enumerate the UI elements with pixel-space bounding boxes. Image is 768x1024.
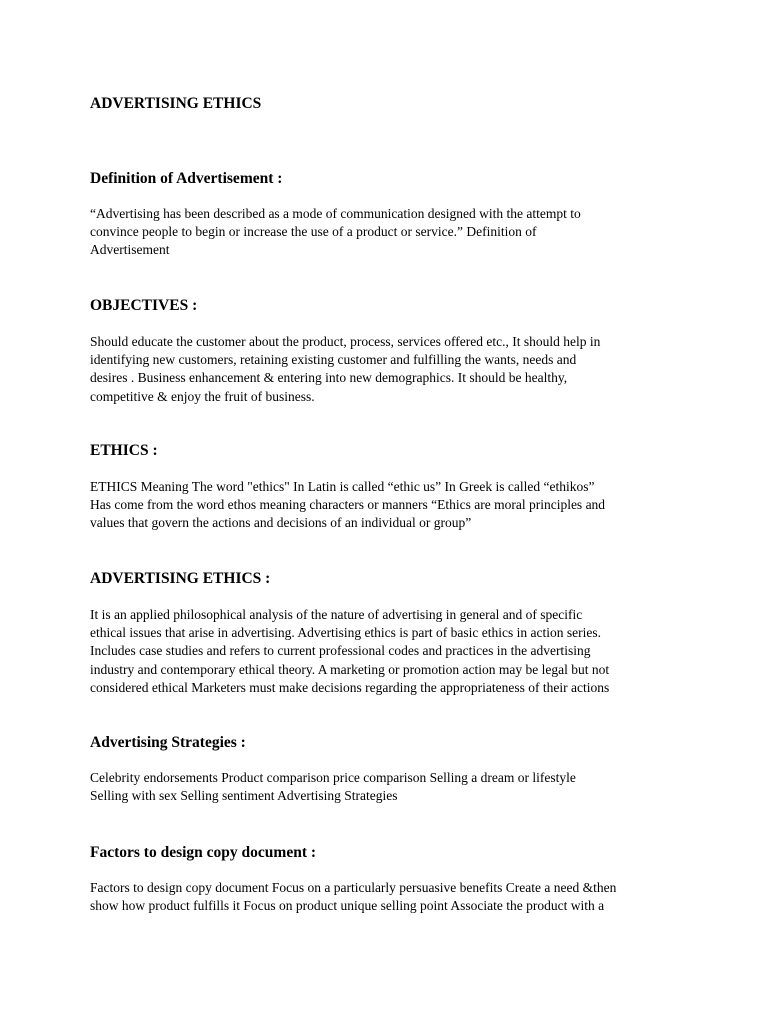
paragraph-line: Has come from the word ethos meaning characters or manners “Ethics are moral principles and [90, 497, 606, 513]
section-paragraph-strategies [90, 769, 690, 805]
section-heading-objectives: OBJECTIVES : [90, 297, 198, 314]
paragraph-line: ethical issues that arise in advertising. Advertising ethics is part of basic ethics in action series. [90, 625, 601, 641]
paragraph-line: Selling with sex Selling sentiment Advertising Strategies [90, 788, 398, 804]
section-paragraph-ethics [90, 478, 690, 533]
paragraph-line: values that govern the actions and decisions of an individual or group” [90, 515, 472, 531]
section-paragraph-definition [90, 205, 690, 260]
section-heading-strategies: Advertising Strategies : [90, 734, 246, 751]
section-heading-advertising-ethics: ADVERTISING ETHICS : [90, 570, 271, 587]
paragraph-line: Factors to design copy document Focus on a particularly persuasive benefits Create a need &then [90, 880, 617, 895]
section-paragraph-objectives [90, 333, 690, 406]
paragraph-line: desires . Business enhancement & entering into new demographics. It should be healthy, [90, 370, 568, 386]
paragraph-line: show how product fulfills it Focus on product unique selling point Associate the product with a [90, 898, 605, 914]
paragraph-line: convince people to begin or increase the use of a product or service.” Definition of [90, 224, 537, 240]
section-paragraph-advertising-ethics [90, 606, 690, 697]
paragraph-line: Includes case studies and refers to current professional codes and practices in the advertising [90, 643, 591, 659]
section-heading-definition: Definition of Advertisement : [90, 170, 283, 187]
paragraph-line: “Advertising has been described as a mode of communication designed with the attempt to [90, 206, 581, 221]
paragraph-line: industry and contemporary ethical theory. A marketing or promotion action may be legal but not [90, 661, 610, 677]
paragraph-line: Should educate the customer about the product, process, services offered etc., It should help in [90, 334, 601, 349]
paragraph-line: It is an applied philosophical analysis of the nature of advertising in general and of specific [90, 607, 583, 622]
paragraph-line: Advertisement [90, 242, 170, 258]
document-title: ADVERTISING ETHICS [90, 95, 262, 112]
paragraph-line: ETHICS Meaning The word "ethics" In Latin is called “ethic us” In Greek is called “ethikos” [90, 479, 595, 494]
paragraph-line: identifying new customers, retaining existing customer and fulfilling the wants, needs and [90, 352, 577, 368]
paragraph-line: considered ethical Marketers must make decisions regarding the appropriateness of their actions [90, 679, 610, 695]
document-page [90, 0, 690, 1024]
section-heading-factors: Factors to design copy document : [90, 844, 317, 861]
section-heading-ethics: ETHICS : [90, 442, 158, 459]
paragraph-line: competitive & enjoy the fruit of business. [90, 388, 315, 404]
paragraph-line: Celebrity endorsements Product comparison price comparison Selling a dream or lifestyle [90, 770, 576, 785]
section-paragraph-factors [90, 879, 690, 915]
